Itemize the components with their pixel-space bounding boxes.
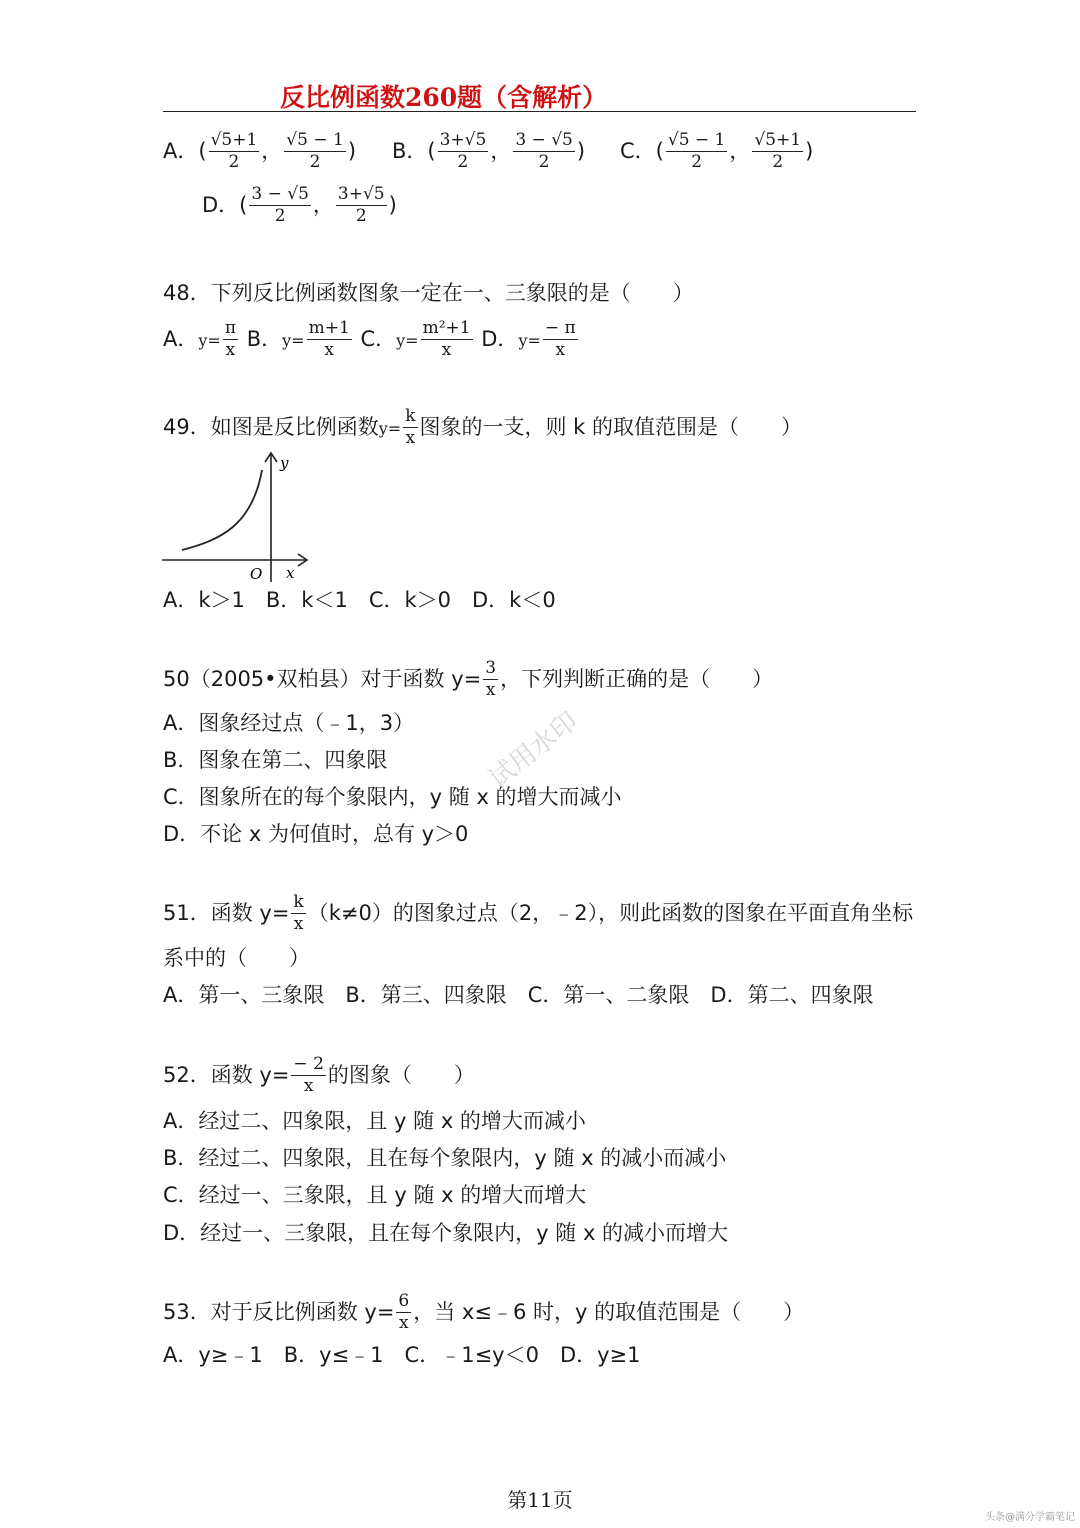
q50-option-c: C．图象所在的每个象限内，y 随 x 的增大而减小 xyxy=(163,785,622,809)
q52-option-a: A．经过二、四象限，且 y 随 x 的增大而减小 xyxy=(163,1109,586,1133)
q47-option-a: A．( $\frac{√5+1}{2}$ ， $\frac{√5 - 1}{2}$ ) xyxy=(163,130,357,172)
q48-options: A．y= $\frac{\pi}{x}$ B．y= $\frac{m+1}{x}$ C．y= $\frac{\text{m²+1}}{x}$ D．y= $\frac{- \pi}{x}$ xyxy=(163,318,576,360)
q49-options: A．k＞1 B．k＜1 C．k＞0 D．k＜0 xyxy=(163,588,556,612)
header-rule xyxy=(163,111,916,112)
q49-graph xyxy=(160,448,320,584)
q49-stem: 49．如图是反比例函数y= $\frac{k}{x}$ 图象的一支，则 k 的取值范围是（ ） xyxy=(163,406,803,448)
page-number: 第11页 xyxy=(507,1488,573,1512)
q52-option-c: C．经过一、三象限，且 y 随 x 的增大而增大 xyxy=(163,1183,587,1207)
q53-stem: 53．对于反比例函数 y= $\frac{6}{x}$ ，当 x≤﹣6 时，y 的取值范围是（ ） xyxy=(163,1291,805,1333)
q47-option-d: D．( $\frac{3 - √5}{2}$ ， $\frac{3+√5}{2}$ ) xyxy=(202,184,397,226)
q47-option-b: B．( $\frac{3+√5}{2}$ ， $\frac{3 - √5}{2}$ ) xyxy=(392,130,586,172)
q51-options: A．第一、三象限 B．第三、四象限 C．第一、二象限 D．第二、四象限 xyxy=(163,983,874,1007)
q50-stem: 50（2005•双柏县）对于函数 y= $\frac{3}{x}$ ，下列判断正确的是（ ） xyxy=(163,658,774,700)
brand-watermark: 头条@满分学霸笔记 xyxy=(985,1512,1075,1523)
q53-options: A．y≥﹣1 B．y≤﹣1 C．﹣1≤y＜0 D．y≥1 xyxy=(163,1343,641,1367)
hyperbola-branch xyxy=(182,470,262,550)
q48-stem: 48．下列反比例函数图象一定在一、三象限的是（ ） xyxy=(163,281,694,305)
y-axis-label: y xyxy=(280,454,289,472)
q50-option-d: D．不论 x 为何值时，总有 y＞0 xyxy=(163,822,469,846)
q50-option-b: B．图象在第二、四象限 xyxy=(163,748,388,772)
q52-option-d: D．经过一、三象限，且在每个象限内，y 随 x 的减小而增大 xyxy=(163,1221,729,1245)
q50-option-a: A．图象经过点（﹣1，3） xyxy=(163,711,415,735)
watermark: 试用水印 xyxy=(483,706,584,795)
q52-option-b: B．经过二、四象限，且在每个象限内，y 随 x 的减小而减小 xyxy=(163,1146,727,1170)
q47-option-c: C．( $\frac{√5 - 1}{2}$ ， $\frac{√5+1}{2}$ ) xyxy=(620,130,814,172)
q52-stem: 52．函数 y= $\frac{- 2}{x}$ 的图象（ ） xyxy=(163,1054,475,1096)
origin-label: O xyxy=(250,565,263,583)
q51-stem-line2: 系中的（ ） xyxy=(163,946,310,970)
document-title: 反比例函数260题（含解析） xyxy=(280,83,608,112)
x-axis-label: x xyxy=(286,564,295,582)
q51-stem: 51．函数 y= $\frac{k}{x}$ （k≠0）的图象过点（2，﹣2），则此函数的图象在平面直角坐标 xyxy=(163,892,914,934)
